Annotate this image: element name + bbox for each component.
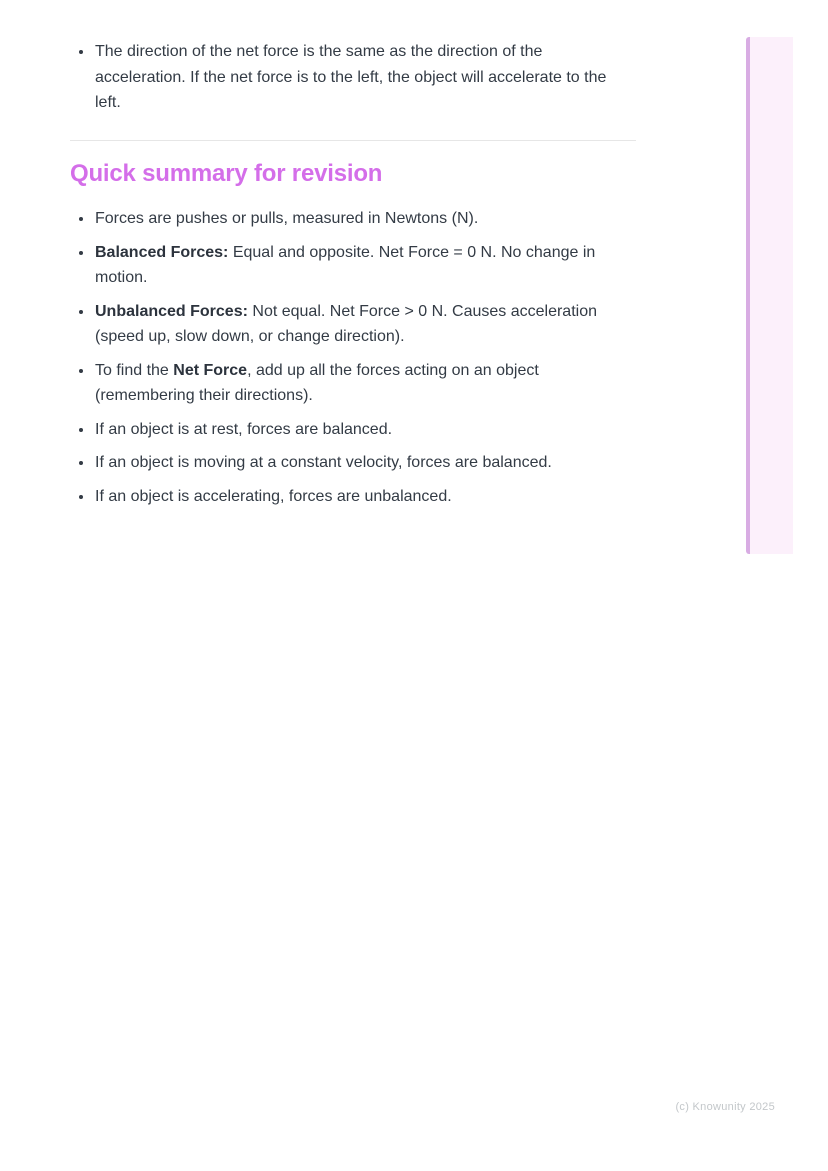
text-segment: , add up all the forces acting on an object (remembering their directions). — [95, 361, 539, 404]
section-divider — [70, 140, 636, 141]
section-heading: Quick summary for revision — [70, 160, 383, 187]
text-segment: Equal and opposite. Net Force = 0 N. No change in motion. — [95, 243, 596, 286]
summary-bullet-list — [70, 206, 630, 517]
list-item — [94, 484, 630, 510]
list-item — [94, 206, 630, 232]
intro-bullet-list — [70, 39, 630, 124]
list-item — [94, 299, 630, 350]
list-item — [94, 39, 630, 116]
list-item — [94, 358, 630, 409]
bold-text-segment: Unbalanced Forces: — [95, 302, 248, 320]
side-accent-panel — [746, 37, 793, 554]
bold-text-segment: Balanced Forces: — [95, 243, 229, 261]
text-segment: The direction of the net force is the same as the direction of the acceleration. If the net force is to the left, the object will accelerate to the left. — [95, 43, 607, 111]
bold-text-segment: Net Force — [173, 361, 248, 379]
copyright-text: (c) Knowunity 2025 — [675, 1101, 775, 1113]
text-segment: If an object is moving at a constant velocity, forces are balanced. — [95, 454, 552, 471]
list-item — [94, 240, 630, 291]
text-segment: If an object is at rest, forces are balanced. — [95, 420, 393, 438]
list-item — [94, 417, 630, 443]
text-segment: Not equal. Net Force > 0 N. Causes acceleration (speed up, slow down, or change direction). — [95, 302, 597, 345]
text-segment: Forces are pushes or pulls, measured in Newtons (N). — [95, 210, 479, 227]
list-item — [94, 450, 630, 476]
text-segment: To find the — [95, 361, 174, 379]
text-segment: If an object is accelerating, forces are unbalanced. — [95, 487, 452, 505]
